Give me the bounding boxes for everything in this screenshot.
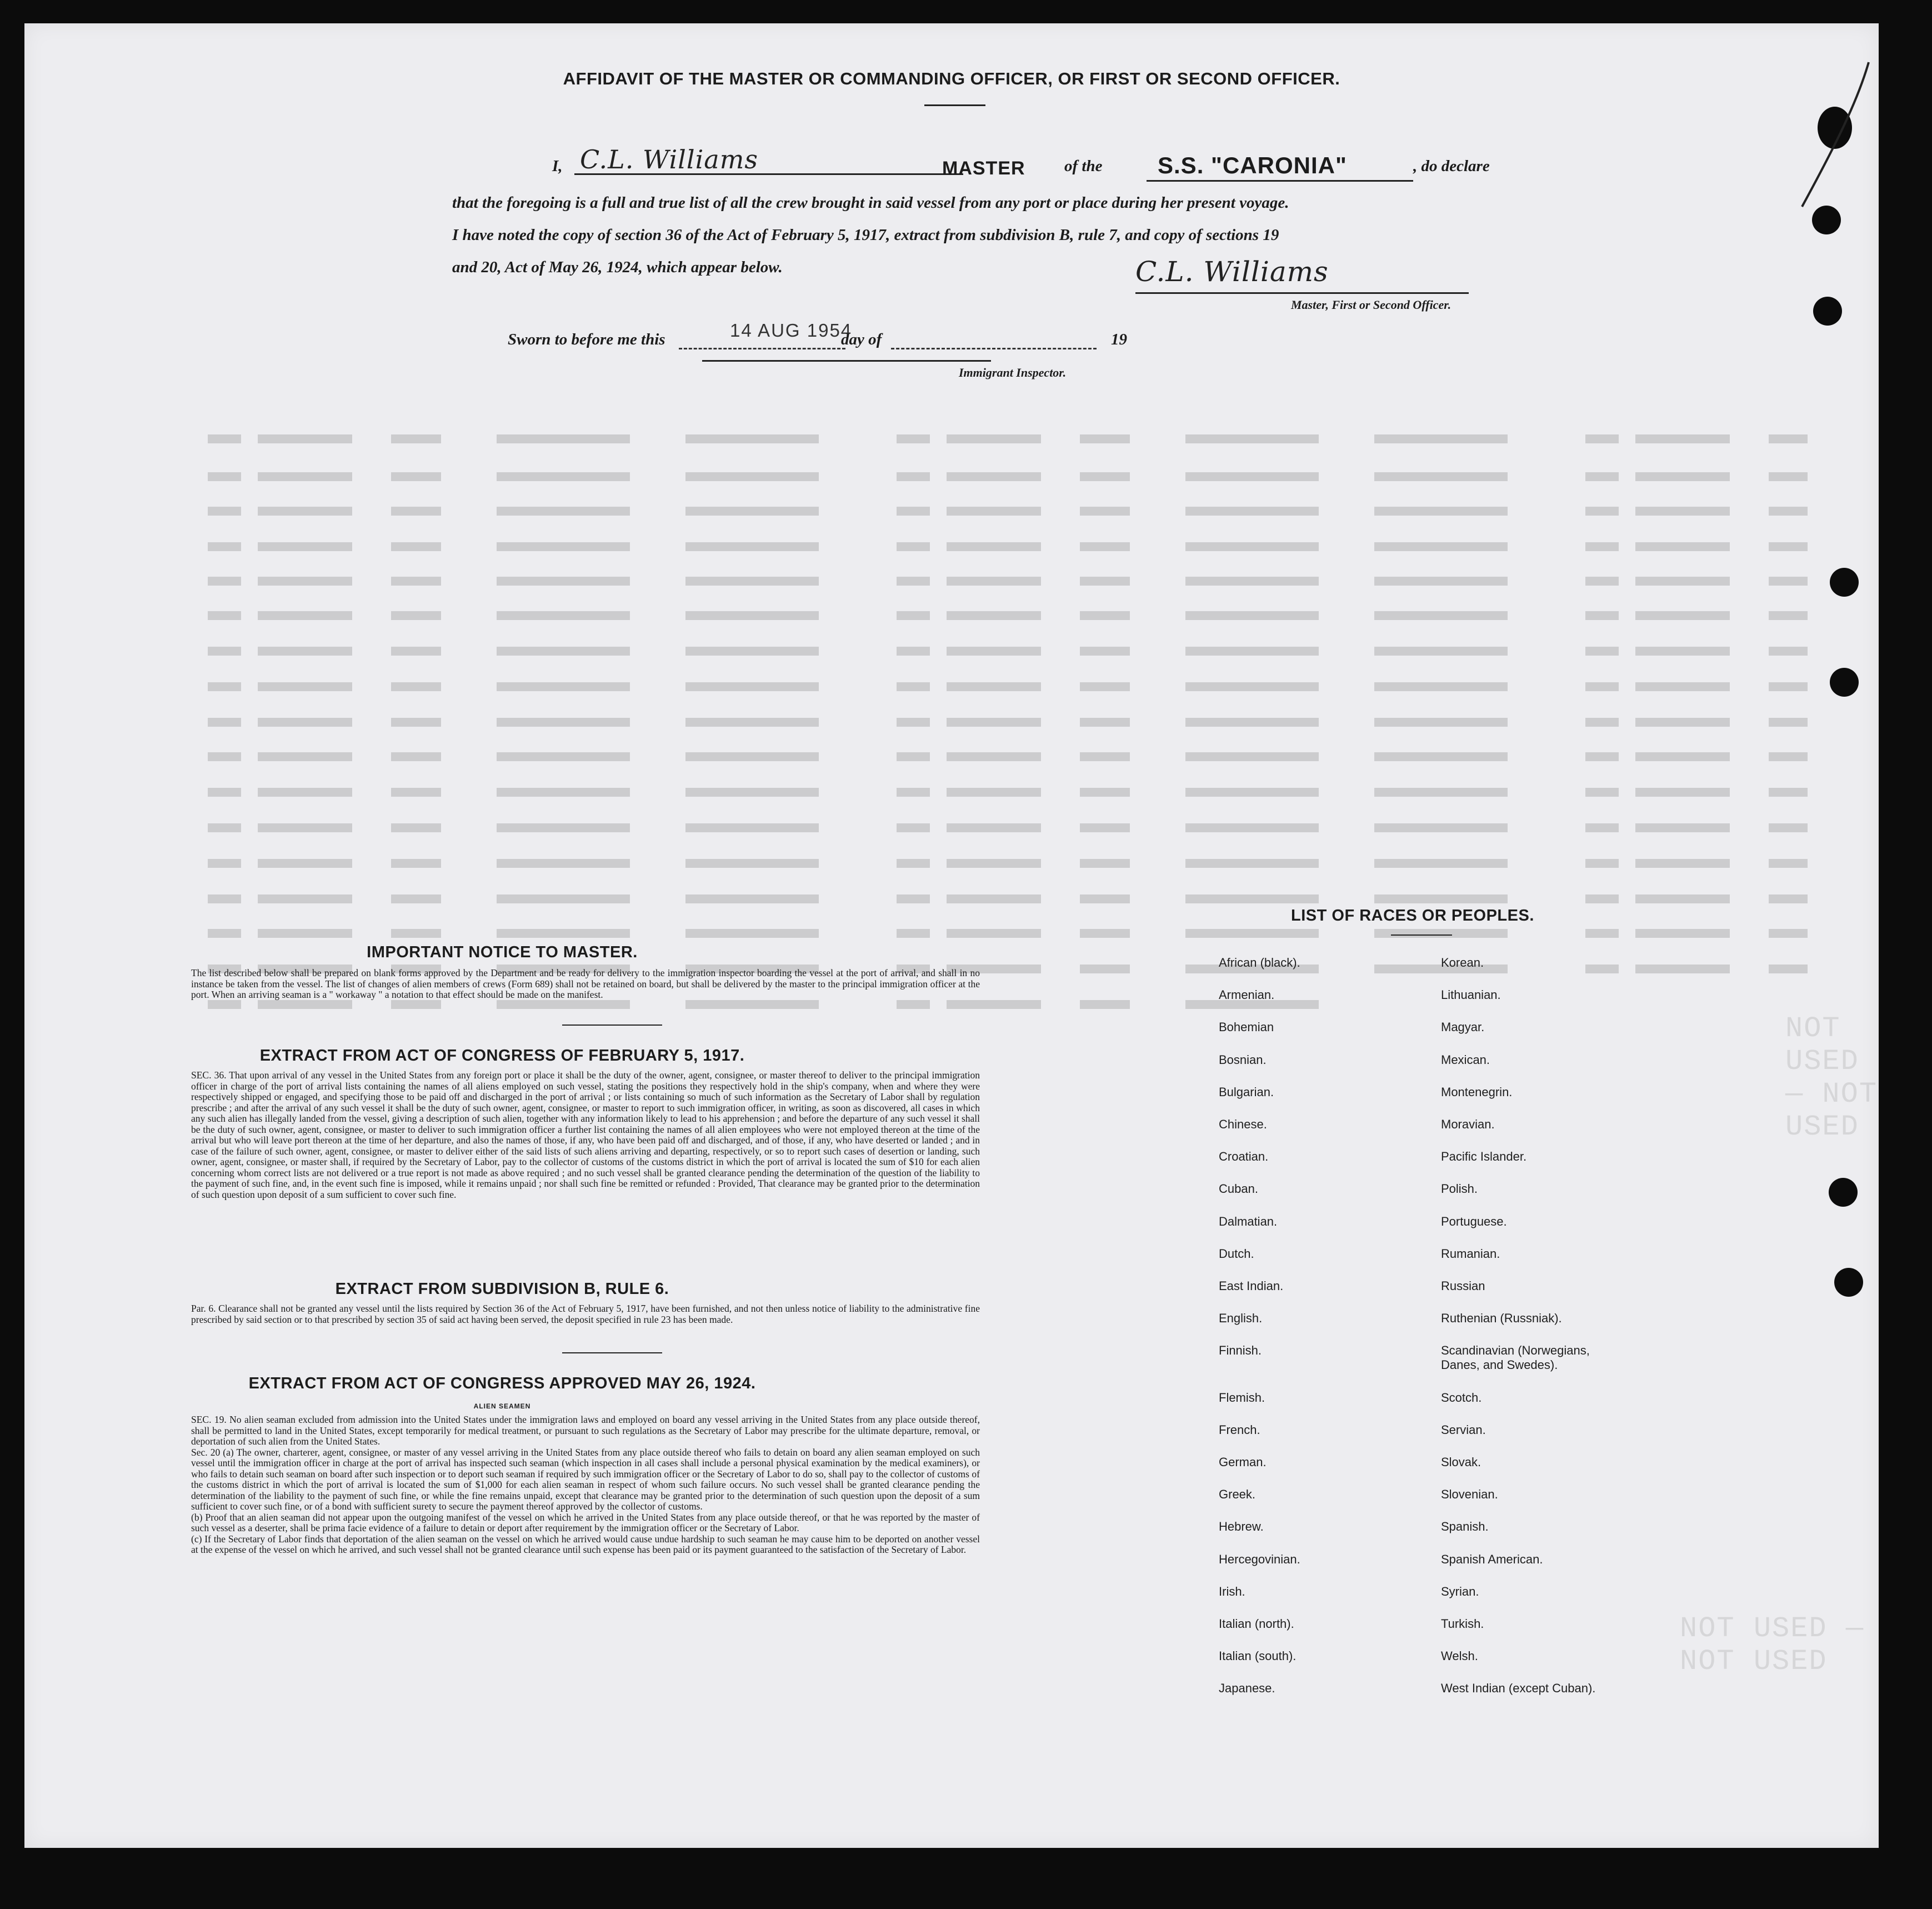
affidavit-line-3: I have noted the copy of section 36 of the Act of February 5, 1917, extract from subdivision B, rule 7, and copy of sections 19: [452, 226, 1279, 244]
vessel-line: [1147, 180, 1413, 182]
section-20c: (c) If the Secretary of Labor finds that deportation of the alien seaman on the vessel on which he arrived would cause undue hardship to such seaman he may cause him to be deported on another vessel at the expense of the vessel on which he arrived, and such vessel shall not be granted clearance until such expense has been paid or its payment guaranteed to the satisfaction of the Secretary of Labor.: [191, 1533, 980, 1555]
race-item: Scandinavian (Norwegians, Danes, and Swedes).: [1441, 1343, 1590, 1372]
bleed-row: [208, 611, 1808, 620]
master-name-handwritten: C.L. Williams: [580, 144, 758, 174]
affidavit-line-2: that the foregoing is a full and true list of all the crew brought in said vessel from any port or place during her present voyage.: [452, 194, 1289, 212]
race-item: Magyar.: [1441, 1020, 1485, 1035]
bleed-row: [208, 718, 1808, 727]
race-item: Slovak.: [1441, 1455, 1481, 1469]
race-item: Irish.: [1219, 1584, 1245, 1598]
race-item: Italian (south).: [1219, 1649, 1297, 1663]
extract-rule6-body: Par. 6. Clearance shall not be granted any vessel until the lists required by Section 36 of the Act of February 5, 1917, have been furnished, and not then unless notice of liability to the administrative fine prescribed by said section or to that prescribed by section 35 of said act having been served, the deposit specified in rule 23 has been made.: [191, 1303, 980, 1325]
punch-hole: [1830, 668, 1859, 697]
race-item: Portuguese.: [1441, 1214, 1507, 1228]
extract-1917-body: SEC. 36. That upon arrival of any vessel in the United States from any foreign port or place it shall be the duty of the owner, agent, consignee, or master thereof to deliver to the principal immigration officer in charge of the port of arrival lists containing the names of all aliens employed on such vessel, stating the positions they respectively hold in the ship's company, when and where they were respectively shipped or engaged, and specifying those to be paid off and discharged in the port of arrival ; or lists containing so much of such information as the Secretary of Labor shall by regulation prescribe ; and after the arrival of any such vessel it shall be the duty of such owner, agent, consignee, or master to report to such immigration officer, in writing, as soon as discovered, all cases in which any such alien has illegally landed from the vessel, giving a description of such alien, together with any information likely to lead to his apprehension ; and before the departure of any such vessel it shall be the duty of such owner, agent, consignee, or master to deliver to such immigration officer a further list containing the names of all alien employees who were not employed thereon at the time of the arrival but who will leave port thereon at the time of her departure, and also the names of those, if any, who have been paid off and discharged, and of those, if any, who have deserted or landed ; and in case of the failure of such owner, agent, consignee, or master to deliver either of the said lists of such aliens arriving and departing, respectively, or so to report such cases of desertion or landing, such owner, agent, consignee, or master shall, if required by the Secretary of Labor, pay to the collector of customs of the customs district in which the port of arrival is located the sum of $10 for each alien concerning whom correct lists are not delivered or a true report is not made as above required ; and no such vessel shall be granted clearance pending the determination of the question of the liability to the payment of such fine, and, in the event such fine is imposed, while it remains unpaid ; nor shall such fine be remitted or refunded : Provided, That clearance may be granted prior to the determination of such question upon deposit of a sum sufficient to cover such fine.: [191, 1070, 980, 1200]
notice-body: The list described below shall be prepared on blank forms approved by the Department and be ready for delivery to the immigration inspector boarding the vessel at the port of arrival, and shall in no instance be taken from the vessel. The list of changes of alien members of crews (Form 689) shall not be retained on board, but shall be delivered by the master to the principal immigration officer at the port. When an arriving seaman is a " workaway " a notation to that effect should be made on the manifest.: [191, 967, 980, 1000]
race-item: Flemish.: [1219, 1390, 1265, 1405]
race-item: Pacific Islander.: [1441, 1150, 1527, 1164]
bleed-row: [208, 894, 1808, 903]
race-item: Syrian.: [1441, 1584, 1479, 1598]
signature-caption: Master, First or Second Officer.: [1291, 298, 1451, 312]
sworn-label: Sworn to before me this: [508, 331, 665, 348]
bleed-row: [208, 577, 1808, 586]
divider: [562, 1352, 662, 1353]
bleed-row: [208, 1000, 1374, 1009]
title-divider: [924, 104, 985, 106]
race-item: Slovenian.: [1441, 1487, 1498, 1502]
extract-1924-title: EXTRACT FROM ACT OF CONGRESS APPROVED MAY 26, 1924.: [248, 1375, 756, 1392]
race-item: German.: [1219, 1455, 1267, 1469]
race-item: French.: [1219, 1422, 1260, 1437]
race-item: Lithuanian.: [1441, 988, 1501, 1002]
race-item: Bosnian.: [1219, 1052, 1267, 1067]
affidavit-line-4: and 20, Act of May 26, 1924, which appear below.: [452, 258, 783, 276]
divider: [562, 1025, 662, 1026]
race-item: African (black).: [1219, 956, 1300, 970]
race-item: Rumanian.: [1441, 1246, 1500, 1261]
bleed-row: [208, 542, 1808, 551]
race-item: Spanish.: [1441, 1520, 1489, 1534]
race-item: Italian (north).: [1219, 1617, 1294, 1631]
day-of-label: day of: [841, 331, 882, 348]
bleed-stamp: NOT USED — NOT USED: [1680, 1612, 1865, 1678]
race-item: Korean.: [1441, 956, 1484, 970]
extract-1924-body: [191, 1415, 980, 1556]
punch-hole: [1813, 297, 1842, 326]
inspector-caption: Immigrant Inspector.: [959, 366, 1067, 379]
bleed-row: [208, 752, 1808, 761]
rank-typed: MASTER: [942, 158, 1025, 179]
bleed-row: [208, 647, 1808, 656]
race-item: West Indian (except Cuban).: [1441, 1681, 1596, 1696]
extract-1917-title: EXTRACT FROM ACT OF CONGRESS OF FEBRUARY 5, 1917.: [259, 1047, 745, 1065]
race-item: Montenegrin.: [1441, 1085, 1513, 1099]
race-item: Hebrew.: [1219, 1520, 1264, 1534]
race-item: Finnish.: [1219, 1343, 1262, 1358]
race-item: Turkish.: [1441, 1617, 1484, 1631]
bleed-row: [208, 788, 1808, 797]
race-item: Armenian.: [1219, 988, 1275, 1002]
race-item: Welsh.: [1441, 1649, 1478, 1663]
inspector-line: [702, 360, 991, 362]
race-item: Scotch.: [1441, 1390, 1482, 1405]
signature-line: [1135, 292, 1469, 294]
vessel-name: S.S. "CARONIA": [1158, 152, 1347, 178]
race-item: Russian: [1441, 1279, 1485, 1293]
sworn-day-line: [679, 348, 845, 349]
races-title: LIST OF RACES OR PEOPLES.: [1291, 907, 1534, 924]
race-item: Cuban.: [1219, 1182, 1258, 1196]
section-20b: (b) Proof that an alien seaman did not appear upon the outgoing manifest of the vessel on which he arrived in the United States from any place outside thereof, or that he was reported by the master of such vessel as a deserter, shall be prima facie evidence of a failure to detain or deport after requirement by the immigration officer or the Secretary of Labor.: [191, 1511, 980, 1533]
bleed-row: [208, 929, 1808, 938]
bleed-row: [208, 434, 1808, 443]
extract-rule6-title: EXTRACT FROM SUBDIVISION B, RULE 6.: [335, 1280, 669, 1298]
do-declare-label: , do declare: [1413, 157, 1490, 175]
punch-hole: [1834, 1268, 1863, 1297]
race-item: Greek.: [1219, 1487, 1256, 1502]
race-item: Hercegovinian.: [1219, 1552, 1300, 1566]
bleed-row: [208, 472, 1808, 481]
bleed-row: [208, 682, 1808, 691]
document-page: [24, 23, 1879, 1848]
signature: C.L. Williams: [1135, 256, 1329, 288]
race-item: Dutch.: [1219, 1246, 1254, 1261]
race-item: Chinese.: [1219, 1117, 1267, 1131]
bleed-row: [208, 823, 1808, 832]
section-20a: Sec. 20 (a) The owner, charterer, agent, consignee, or master of any vessel arriving in the United States from any place outside thereof who fails to detain on board any alien seaman employed on such vessel until the immigration officer in charge at the port of arrival has inspected such seaman (which inspection in all cases shall include a personal physical examination by the medical examiners), or who fails to detain such seaman on board after such inspection or to deport such seaman if required by such immigration officer or the Secretary of Labor to do so, shall pay to the collector of customs of the customs district in which the port of arrival is located the sum of $1,000 for each alien seaman in respect of whom such failure occurs. No such vessel shall be granted clearance pending the determination of the liability to the payment of such fine, or while the fine remains unpaid, except that clearance may be granted prior to the determination of such question upon the deposit of a sum sufficient to cover such fine, or of a bond with sufficient surety to secure the payment thereof approved by the collector of customs.: [191, 1446, 980, 1512]
race-item: Moravian.: [1441, 1117, 1495, 1131]
race-item: English.: [1219, 1311, 1263, 1326]
notice-title: IMPORTANT NOTICE TO MASTER.: [367, 943, 638, 961]
date-stamp: 14 AUG 1954: [730, 320, 853, 341]
section-19: SEC. 19. No alien seaman excluded from admission into the United States under the immigration laws and employed on board any vessel arriving in the United States from any place outside thereof, shall be permitted to land in the United States, except temporarily for medical treatment, or pursuant to such regulations as the Secretary of Labor may prescribe for the ultimate departure, removal, or deportation of such alien from the United States.: [191, 1414, 980, 1447]
month-line: [891, 348, 1097, 349]
affidavit-title: AFFIDAVIT OF THE MASTER OR COMMANDING OFFICER, OR FIRST OR SECOND OFFICER.: [563, 69, 1340, 88]
bleed-row: [208, 859, 1808, 868]
extract-1924-subtitle: ALIEN SEAMEN: [473, 1402, 531, 1410]
race-item: Servian.: [1441, 1422, 1486, 1437]
race-item: Croatian.: [1219, 1150, 1269, 1164]
bleed-row: [208, 507, 1808, 516]
year-label: 19: [1111, 331, 1127, 348]
race-item: Dalmatian.: [1219, 1214, 1278, 1228]
races-divider: [1391, 934, 1452, 936]
punch-hole: [1830, 568, 1859, 597]
punch-hole: [1829, 1178, 1858, 1207]
race-item: East Indian.: [1219, 1279, 1284, 1293]
race-item: Bulgarian.: [1219, 1085, 1274, 1099]
race-item: Ruthenian (Russniak).: [1441, 1311, 1562, 1326]
race-item: Polish.: [1441, 1182, 1478, 1196]
race-item: Japanese.: [1219, 1681, 1275, 1696]
bleed-stamp: NOT USED — NOT USED: [1785, 1012, 1878, 1143]
affidavit-i: I,: [552, 157, 563, 175]
race-item: Bohemian: [1219, 1020, 1274, 1035]
race-item: Mexican.: [1441, 1052, 1490, 1067]
of-the-label: of the: [1064, 157, 1103, 175]
race-item: Spanish American.: [1441, 1552, 1543, 1566]
